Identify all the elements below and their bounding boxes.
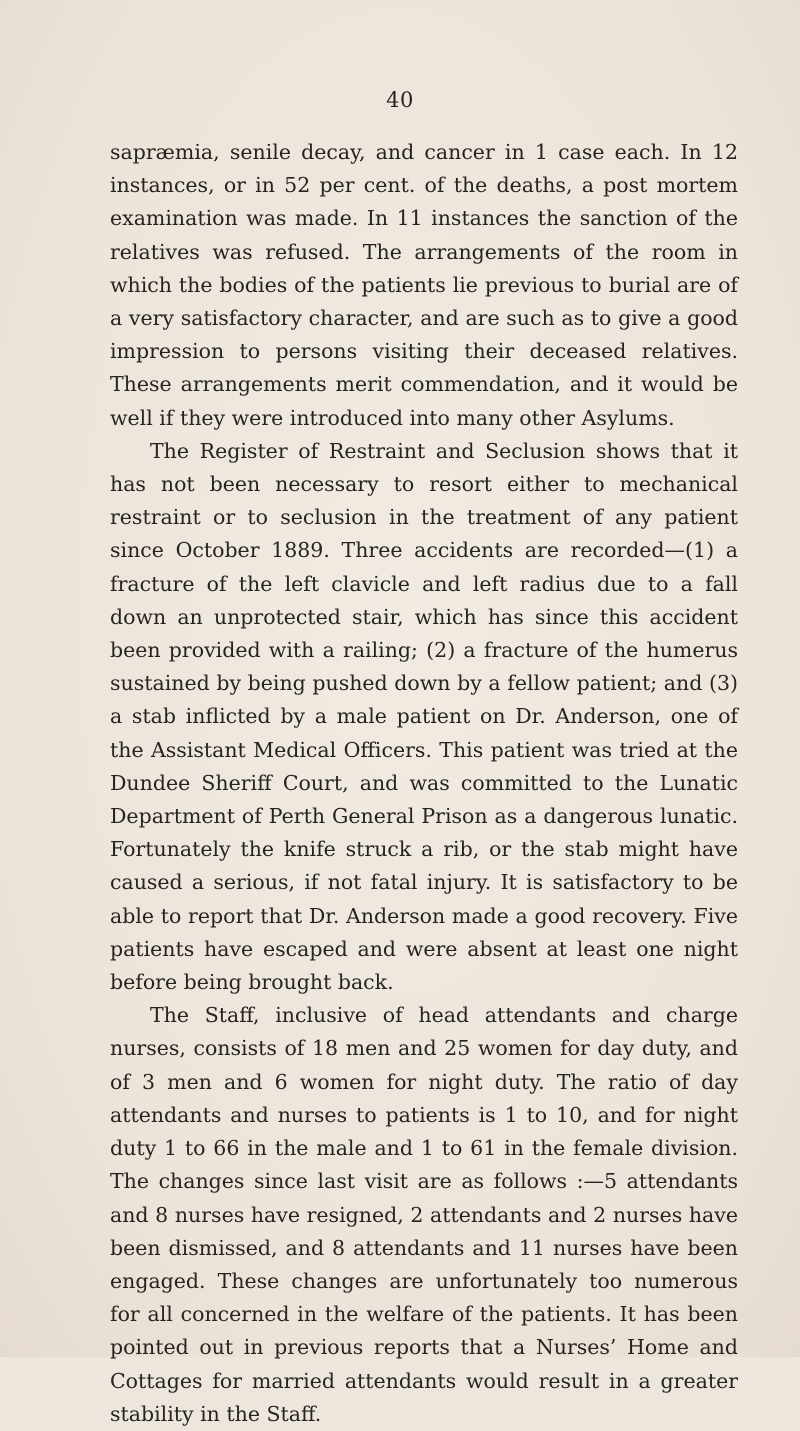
body-text xyxy=(110,136,738,1431)
page-number: 40 xyxy=(386,88,414,112)
paragraph-restraint-accidents: The Register of Restraint and Seclusion shows that it has not been necessary to resort either to mechanical restraint or to seclusion in the treatment of any patient since October 1889. Three accidents are recorded—(1) a fracture of the left clavicle and left radius due to a fall down an unprotected stair, which has since this accident been provided with a railing; (2) a fracture of the humerus sustained by being pushed down by a fellow patient; and (3) a stab inflicted by a male patient on Dr. Anderson, one of the Assistant Medical Officers. This patient was tried at the Dundee Sheriff Court, and was committed to the Lunatic Department of Perth General Prison as a dangerous lunatic. Fortunately the knife struck a rib, or the stab might have caused a serious, if not fatal injury. It is satisfactory to be able to report that Dr. Anderson made a good recovery. Five patients have escaped and were absent at least one night before being brought back. xyxy=(110,438,738,995)
paragraph-staff: The Staff, inclusive of head attendants and charge nurses, consists of 18 men and 25 women for day duty, and of 3 men and 6 women for night duty. The ratio of day attendants and nurses to patients is 1 to 10, and for night duty 1 to 66 in the male and 1 to 61 in the female division. The changes since last visit are as follows :—5 attendants and 8 nurses have resigned, 2 attendants and 2 nurses have been dismissed, and 8 attendants and 11 nurses have been engaged. These changes are unfortunately too numerous for all concerned in the welfare of the patients. It has been pointed out in previous reports that a Nurses’ Home and Cottages for married attendants would result in a greater stability in the Staff. xyxy=(110,1003,738,1426)
paragraph-mortality: sapræmia, senile decay, and cancer in 1 case each. In 12 instances, or in 52 per cent. of the deaths, a post mortem examination was made. In 11 instances the sanction of the relatives was refused. The arrangements of the room in which the bodies of the patients lie previous to burial are of a very satisfactory character, and are such as to give a good impression to persons visiting their deceased relatives. These arrangements merit commendation, and it would be well if they were introduced into many other Asylums. xyxy=(110,140,738,430)
